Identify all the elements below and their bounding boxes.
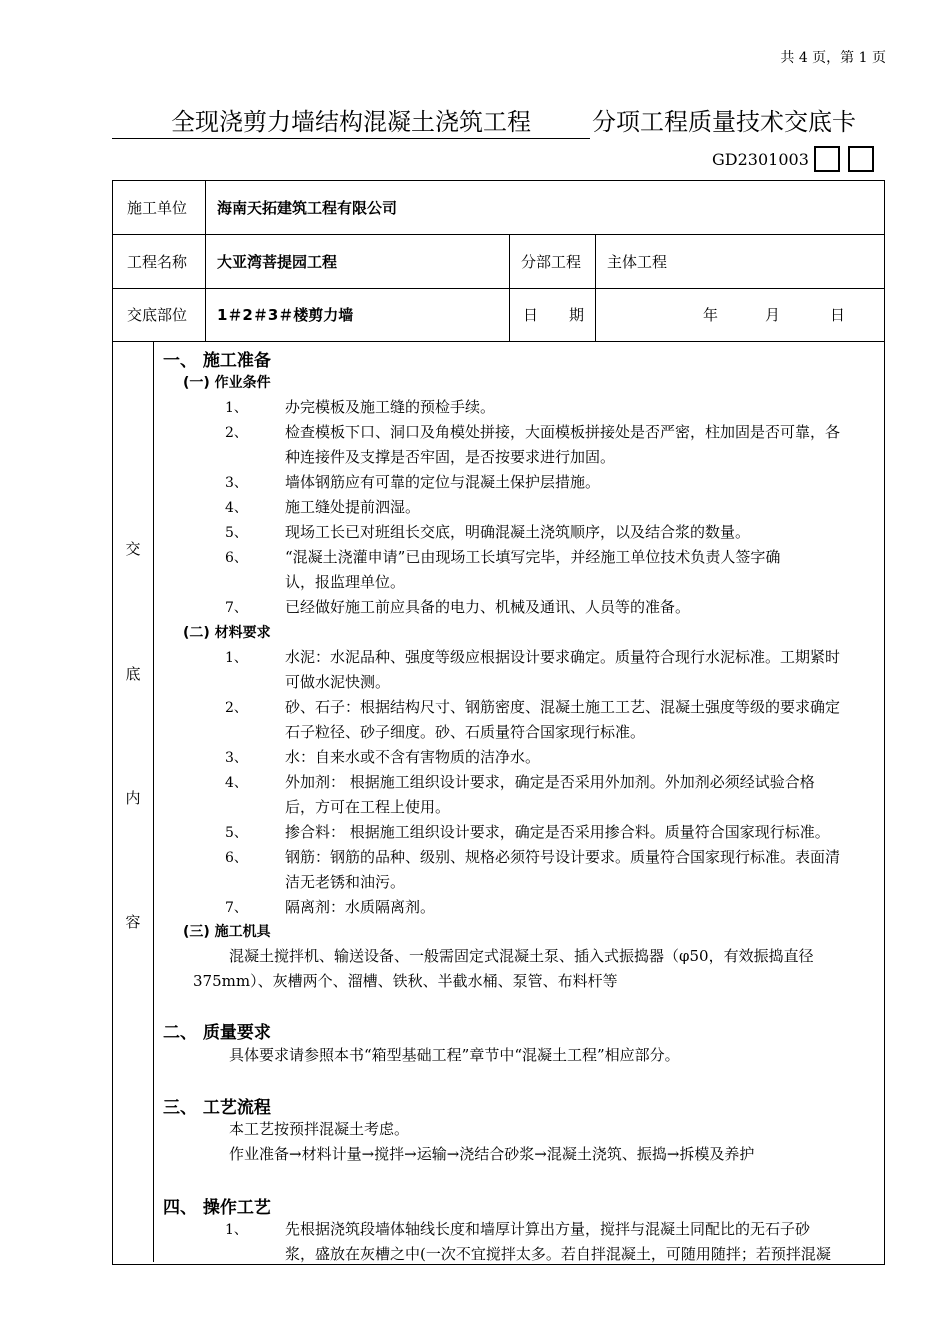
item-number: 1、 <box>225 650 248 666</box>
item-number: 2、 <box>225 425 248 441</box>
section-1-heading: 一、 施工准备 <box>163 351 271 371</box>
date-day: 日 <box>830 306 846 324</box>
page-info: 共 4 页，第 1 页 <box>780 50 886 66</box>
side-label-char: 底 <box>125 665 141 683</box>
item-text: 浆，盛放在灰槽之中(一次不宜搅拌太多。若自拌混凝土，可随用随拌；若预拌混凝 <box>285 1245 831 1263</box>
item-number: 2、 <box>225 700 248 716</box>
item-number: 1、 <box>225 400 248 416</box>
document-title <box>112 106 892 140</box>
project-label: 工程名称 <box>127 253 188 271</box>
item-text: 施工缝处提前泗湿。 <box>285 498 421 516</box>
card-title: 分项工程质量技术交底卡 <box>592 108 856 136</box>
item-text: 墙体钢筋应有可靠的定位与混凝土保护层措施。 <box>285 473 601 491</box>
date-label-1: 日 <box>523 306 539 324</box>
section-1c-heading: (三) 施工机具 <box>183 924 271 940</box>
project-value: 大亚湾菩提园工程 <box>217 253 338 271</box>
item-text: 外加剂： 根据施工组织设计要求，确定是否采用外加剂。外加剂必须经试验合格 <box>285 773 815 791</box>
item-text: 认，报监理单位。 <box>285 573 406 591</box>
item-text: 砂、石子：根据结构尺寸、钢筋密度、混凝土施工工艺、混凝土强度等级的要求确定 <box>285 698 841 716</box>
doc-code: GD2301003 <box>712 150 809 169</box>
item-text: 现场工长已对班组长交底，明确混凝土浇筑顺序，以及结合浆的数量。 <box>285 523 751 541</box>
item-text: 检查模板下口、洞口及角模处拼接，大面模板拼接处是否严密，柱加固是否可靠，各 <box>285 423 841 441</box>
item-text: “混凝土浇灌申请”已由现场工长填写完毕，并经施工单位技术负责人签字确 <box>285 548 781 566</box>
process-text: 本工艺按预拌混凝土考虑。 <box>229 1120 410 1138</box>
item-text: 钢筋：钢筋的品种、级别、规格必须符号设计要求。质量符合国家现行标准。表面清 <box>285 848 841 866</box>
section-3-heading: 三、 工艺流程 <box>163 1098 271 1118</box>
item-text: 水：自来水或不含有害物质的洁净水。 <box>285 748 541 766</box>
part-value: 1＃2＃3＃楼剪力墙 <box>217 306 354 324</box>
item-text: 隔离剂：水质隔离剂。 <box>285 898 436 916</box>
unit-value: 海南天拓建筑工程有限公司 <box>217 199 398 217</box>
item-text: 先根据浇筑段墙体轴线长度和墙厚计算出方量，搅拌与混凝土同配比的无石子砂 <box>285 1220 811 1238</box>
section-2-heading: 二、 质量要求 <box>163 1023 271 1043</box>
item-number: 7、 <box>225 900 248 916</box>
item-text: 水泥：水泥品种、强度等级应根据设计要求确定。质量符合现行水泥标准。工期紧时 <box>285 648 841 666</box>
sub-project-label: 分部工程 <box>521 253 582 271</box>
item-number: 4、 <box>225 775 248 791</box>
item-text: 已经做好施工前应具备的电力、机械及通讯、人员等的准备。 <box>285 598 691 616</box>
section-1a-heading: (一) 作业条件 <box>183 375 271 391</box>
section-1b-heading: (二) 材料要求 <box>183 625 271 641</box>
doc-code-area <box>700 146 886 174</box>
checkbox-2[interactable] <box>848 146 874 172</box>
section-4-heading: 四、 操作工艺 <box>163 1198 271 1218</box>
item-text: 办完模板及施工缝的预检手续。 <box>285 398 496 416</box>
process-flow: 作业准备→材料计量→搅拌→运输→浇结合砂浆→混凝土浇筑、振捣→拆模及养护 <box>229 1145 755 1163</box>
item-text: 石子粒径、砂子细度。砂、石质量符合国家现行标准。 <box>285 723 646 741</box>
project-title: 全现浇剪力墙结构混凝土浇筑工程 <box>112 106 590 139</box>
item-number: 7、 <box>225 600 248 616</box>
item-number: 4、 <box>225 500 248 516</box>
item-text: 后，方可在工程上使用。 <box>285 798 451 816</box>
item-text: 种连接件及支撑是否牢固，是否按要求进行加固。 <box>285 448 616 466</box>
item-number: 6、 <box>225 550 248 566</box>
item-number: 5、 <box>225 525 248 541</box>
date-month: 月 <box>765 306 781 324</box>
tools-text: 混凝土搅拌机、输送设备、一般需固定式混凝土泵、插入式振捣器（φ50，有效振捣直径 <box>229 947 814 965</box>
part-label: 交底部位 <box>127 306 188 324</box>
side-label-char: 内 <box>125 789 141 807</box>
item-number: 1、 <box>225 1222 248 1238</box>
item-text: 可做水泥快测。 <box>285 673 391 691</box>
item-text: 洁无老锈和油污。 <box>285 873 406 891</box>
item-number: 5、 <box>225 825 248 841</box>
item-number: 3、 <box>225 475 248 491</box>
date-label-2: 期 <box>569 306 585 324</box>
date-year: 年 <box>703 306 719 324</box>
unit-label: 施工单位 <box>127 199 188 217</box>
item-number: 3、 <box>225 750 248 766</box>
quality-text: 具体要求请参照本书“箱型基础工程”章节中“混凝土工程”相应部分。 <box>229 1046 680 1064</box>
side-label-char: 交 <box>125 540 141 558</box>
item-number: 6、 <box>225 850 248 866</box>
side-label-char: 容 <box>125 913 141 931</box>
sub-project-value: 主体工程 <box>607 253 668 271</box>
disclosure-table <box>112 180 885 1265</box>
checkbox-1[interactable] <box>814 146 840 172</box>
tools-text: 375mm）、灰槽两个、溜槽、铁秋、半截水桶、泵管、布料杆等 <box>193 972 618 990</box>
item-text: 掺合料： 根据施工组织设计要求，确定是否采用掺合料。质量符合国家现行标准。 <box>285 823 830 841</box>
